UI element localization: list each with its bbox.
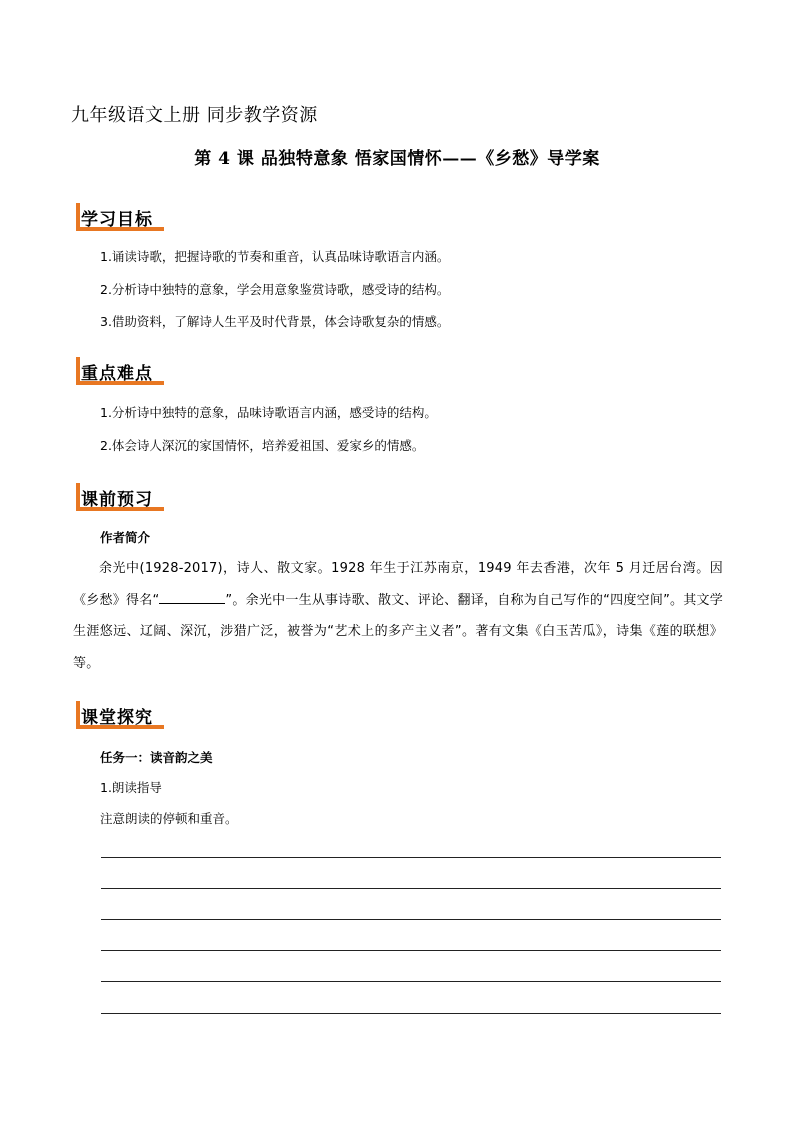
paragraph-text-before-blank: 余光中(1928-2017)，诗人、散文家。1928 年生于江苏南京，1949 年去香港，次年 5 月迁居台湾。因《乡愁》得名“ — [73, 561, 723, 608]
answer-line[interactable] — [101, 919, 721, 920]
task-heading: 任务一：读音韵之美 — [100, 750, 213, 765]
reading-guide-step: 1.朗读指导 — [100, 780, 162, 795]
heading-side-bar — [76, 357, 80, 385]
key-point-item-2: 2.体会诗人深沉的家国情怀，培养爱祖国、爱家乡的情感。 — [100, 438, 425, 453]
heading-side-bar — [76, 203, 80, 231]
objective-item-2: 2.分析诗中独特的意象，学会用意象鉴赏诗歌，感受诗的结构。 — [100, 282, 450, 297]
answer-line[interactable] — [101, 888, 721, 889]
header-text: 九年级语文上册 同步教学资源 — [71, 105, 318, 126]
answer-line[interactable] — [101, 981, 721, 982]
section-heading-objectives — [76, 203, 164, 233]
heading-side-bar — [76, 701, 80, 729]
section-title: 重点难点 — [81, 364, 153, 384]
answer-line[interactable] — [101, 1013, 721, 1014]
section-title: 学习目标 — [81, 210, 153, 230]
document-title: 第 4 课 品独特意象 悟家国情怀——《乡愁》导学案 — [194, 149, 600, 169]
section-heading-key-points — [76, 357, 164, 387]
answer-line[interactable] — [101, 857, 721, 858]
section-title: 课前预习 — [81, 490, 153, 510]
fill-in-blank[interactable] — [159, 591, 225, 604]
answer-line[interactable] — [101, 950, 721, 951]
objective-item-1: 1.诵读诗歌，把握诗歌的节奏和重音，认真品味诗歌语言内涵。 — [100, 249, 450, 264]
objective-item-3: 3.借助资料，了解诗人生平及时代背景，体会诗歌复杂的情感。 — [100, 314, 450, 329]
section-title: 课堂探究 — [81, 708, 153, 728]
reading-instruction: 注意朗读的停顿和重音。 — [100, 811, 238, 826]
section-heading-classroom — [76, 701, 164, 731]
section-heading-preview — [76, 483, 164, 513]
author-intro-heading: 作者简介 — [100, 530, 151, 545]
author-intro-paragraph — [73, 553, 723, 679]
key-point-item-1: 1.分析诗中独特的意象，品味诗歌语言内涵，感受诗的结构。 — [100, 405, 437, 420]
paragraph-text-after-blank: ”。余光中一生从事诗歌、散文、评论、翻译，自称为自己写作的“四度空间”。其文学生涯悠远、辽阔、深沉，涉猎广泛，被誉为“艺术上的多产主义者”。著有文集《白玉苦瓜》，诗集《莲的联想》等。 — [73, 592, 723, 671]
heading-side-bar — [76, 483, 80, 511]
